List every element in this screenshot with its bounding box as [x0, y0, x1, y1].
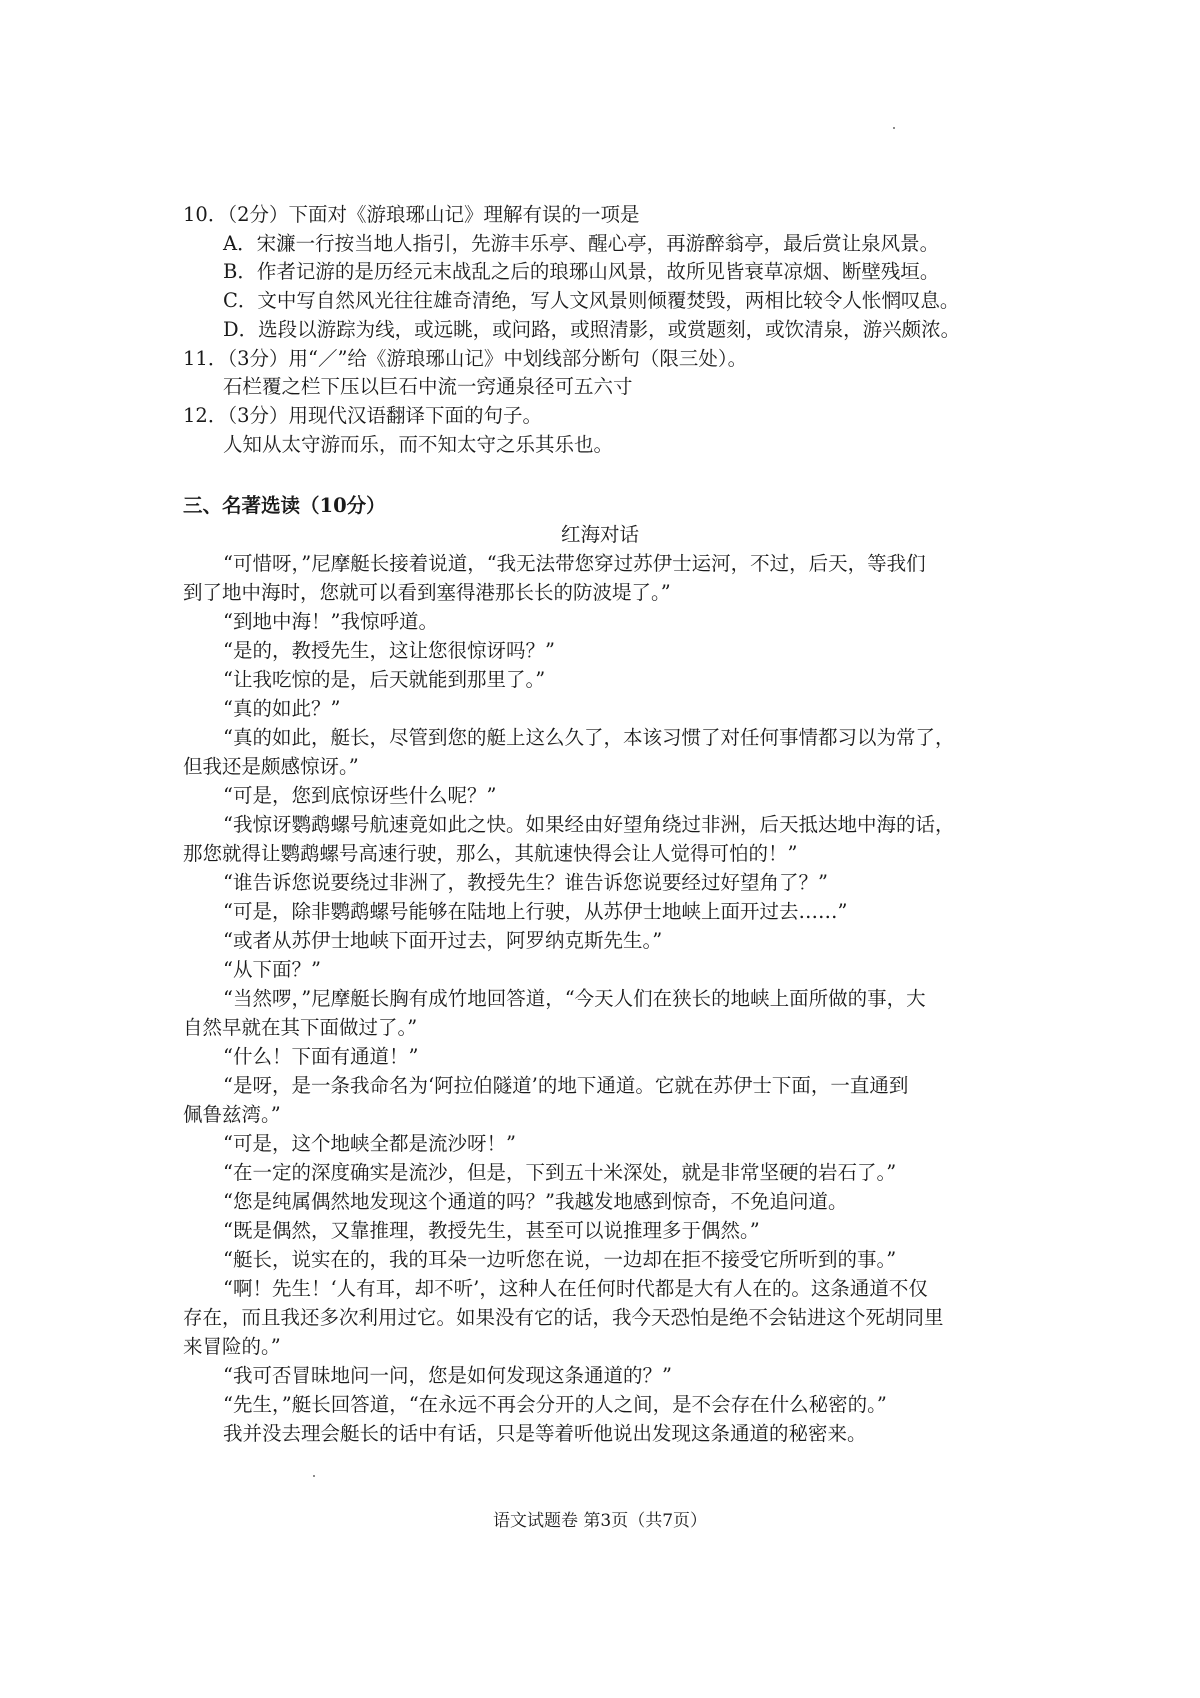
page-footer: 语文试题卷 第3页（共7页）: [492, 1511, 708, 1531]
section-title: 三、名著选读（10分）: [183, 494, 386, 517]
question-11-stem: 11．（3分）用“／”给《游琅琊山记》中划线部分断句（限三处）。: [183, 347, 748, 370]
passage-line: 但我还是颇感惊讶。”: [183, 755, 359, 778]
question-10-option-c: C．文中写自然风光往往雄奇清绝，写人文风景则倾覆焚毁，两相比较令人怅惘叹息。: [223, 289, 960, 312]
passage-line: “是的，教授先生，这让您很惊讶吗？”: [223, 639, 555, 662]
passage-line: “真的如此，艇长，尽管到您的艇上这么久了，本该习惯了对任何事情都习以为常了，: [223, 726, 955, 749]
question-10-option-b: B．作者记游的是历经元末战乱之后的琅琊山风景，故所见皆衰草凉烟、断壁残垣。: [223, 260, 940, 283]
passage-line: “可惜呀，”尼摩艇长接着说道，“我无法带您穿过苏伊士运河，不过，后天，等我们: [223, 552, 926, 575]
question-12-body: 人知从太守游而乐，而不知太守之乐其乐也。: [223, 433, 614, 456]
passage-line: “让我吃惊的是，后天就能到那里了。”: [223, 668, 546, 691]
passage-line: “当然啰，”尼摩艇长胸有成竹地回答道，“今天人们在狭长的地峡上面所做的事，大: [223, 987, 926, 1010]
passage-line: 我并没去理会艇长的话中有话，只是等着听他说出发现这条通道的秘密来。: [223, 1422, 867, 1445]
passage-line: “既是偶然，又靠推理，教授先生，甚至可以说推理多于偶然。”: [223, 1219, 760, 1242]
scan-speck: [313, 1475, 315, 1477]
passage-line: “或者从苏伊士地峡下面开过去，阿罗纳克斯先生。”: [223, 929, 663, 952]
passage-line: “啊！先生！‘人有耳，却不听’，这种人在任何时代都是大有人在的。这条通道不仅: [223, 1277, 928, 1300]
scan-speck: [893, 127, 895, 129]
question-12-stem: 12．（3分）用现代汉语翻译下面的句子。: [183, 404, 542, 427]
passage-line: “真的如此？”: [223, 697, 341, 720]
passage-title: 红海对话: [560, 523, 639, 546]
passage-line: “到地中海！”我惊呼道。: [223, 610, 438, 633]
passage-line: “可是，您到底惊讶些什么呢？”: [223, 784, 497, 807]
question-10-option-d: D．选段以游踪为线，或远眺，或问路，或照清影，或赏题刻，或饮清泉，游兴颇浓。: [223, 318, 961, 341]
passage-line: “从下面？”: [223, 958, 321, 981]
passage-line: 那您就得让鹦鹉螺号高速行驶，那么，其航速快得会让人觉得可怕的！”: [183, 842, 798, 865]
question-10-option-a: A．宋濂一行按当地人指引，先游丰乐亭、醒心亭，再游醉翁亭，最后赏让泉风景。: [223, 232, 940, 255]
passage-line: 到了地中海时，您就可以看到塞得港那长长的防波堤了。”: [183, 581, 671, 604]
question-11-body: 石栏覆之栏下压以巨石中流一窍通泉径可五六寸: [223, 375, 633, 398]
passage-line: “您是纯属偶然地发现这个通道的吗？”我越发地感到惊奇，不免追问道。: [223, 1190, 848, 1213]
passage-line: “是呀，是一条我命名为‘阿拉伯隧道’的地下通道。它就在苏伊士下面，一直通到: [223, 1074, 909, 1097]
passage-line: “谁告诉您说要绕过非洲了，教授先生？谁告诉您说要经过好望角了？”: [223, 871, 828, 894]
passage-line: “我可否冒昧地问一问，您是如何发现这条通道的？”: [223, 1364, 672, 1387]
passage-line: “什么！下面有通道！”: [223, 1045, 419, 1068]
passage-line: “艇长，说实在的，我的耳朵一边听您在说，一边却在拒不接受它所听到的事。”: [223, 1248, 897, 1271]
passage-line: “在一定的深度确实是流沙，但是，下到五十米深处，就是非常坚硬的岩石了。”: [223, 1161, 897, 1184]
passage-line: “我惊讶鹦鹉螺号航速竟如此之快。如果经由好望角绕过非洲，后天抵达地中海的话，: [223, 813, 955, 836]
question-10-stem: 10．（2分）下面对《游琅琊山记》理解有误的一项是: [183, 203, 640, 226]
passage-line: 自然早就在其下面做过了。”: [183, 1016, 418, 1039]
passage-line: 佩鲁兹湾。”: [183, 1103, 281, 1126]
passage-line: “先生，”艇长回答道，“在永远不再会分开的人之间，是不会存在什么秘密的。”: [223, 1393, 887, 1416]
passage-line: 存在，而且我还多次利用过它。如果没有它的话，我今天恐怕是绝不会钻进这个死胡同里: [183, 1306, 944, 1329]
passage-line: “可是，除非鹦鹉螺号能够在陆地上行驶，从苏伊士地峡上面开过去……”: [223, 900, 848, 923]
passage-line: “可是，这个地峡全都是流沙呀！”: [223, 1132, 516, 1155]
passage-line: 来冒险的。”: [183, 1335, 281, 1358]
